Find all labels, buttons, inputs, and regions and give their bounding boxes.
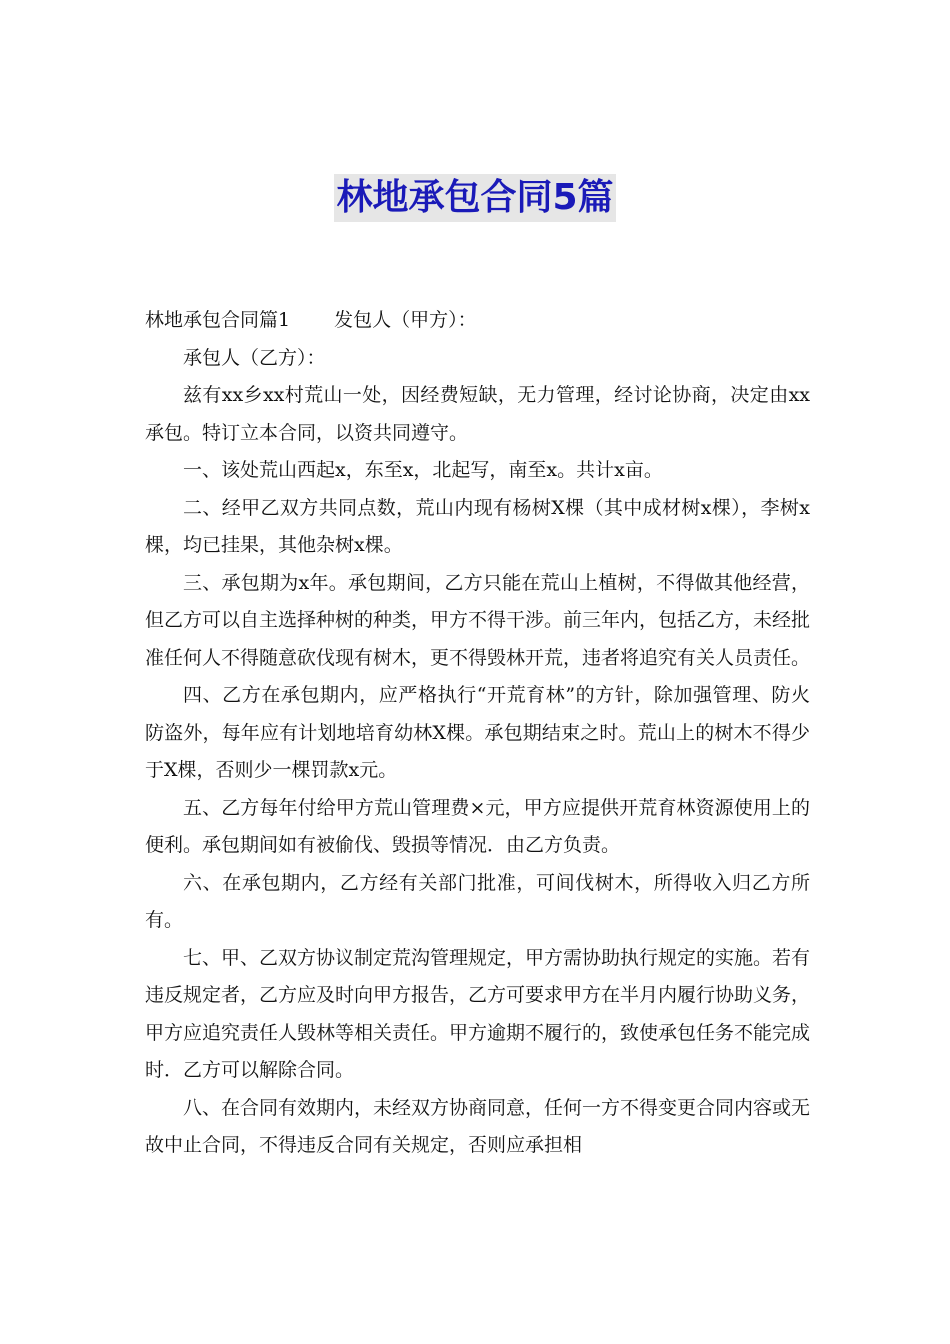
paragraph-clause-5: 五、乙方每年付给甲方荒山管理费×元，甲方应提供开荒育林资源使用上的便利。承包期间如有被偷伐、毁损等情况．由乙方负责。 — [145, 796, 810, 856]
paragraph-clause-7: 七、甲、乙双方协议制定荒沟管理规定，甲方需协助执行规定的实施。若有违反规定者，乙方应及时向甲方报告，乙方可要求甲方在半月内履行协助义务，甲方应追究责任人毁林等相关责任。甲方逾期不履行的，致使承包任务不能完成时．乙方可以解除合同。 — [145, 946, 811, 1081]
paragraph-intro: 兹有xx乡xx村荒山一处，因经费短缺，无力管理，经讨论协商，决定由xx承包。特订立本合同，以资共同遵守。 — [145, 384, 810, 444]
section-heading: 林地承包合同篇1 — [145, 309, 291, 331]
party-b-label: 承包人（乙方）： — [183, 346, 326, 369]
paragraph-clause-3: 三、承包期为x年。承包期间，乙方只能在荒山上植树，不得做其他经营，但乙方可以自主选择种树的种类，甲方不得干涉。前三年内，包括乙方，未经批准任何人不得随意砍伐现有树木，更不得毁林开荒，违者将追究有关人员责任。 — [145, 571, 811, 669]
party-a-label: 发包人（甲方）： — [334, 309, 477, 331]
document-body — [145, 302, 810, 1165]
document-title: 林地承包合同5篇 — [334, 174, 615, 222]
paragraph-clause-1: 一、该处荒山西起x，东至x，北起写，南至x。共计x亩。 — [183, 459, 663, 481]
title-wrap — [0, 174, 950, 222]
section-heading-line — [145, 302, 810, 340]
paragraph-clause-4: 四、乙方在承包期内，应严格执行“开荒育林”的方针，除加强管理、防火防盗外，每年应有计划地培育幼林X棵。承包期结束之时。荒山上的树木不得少于X棵，否则少一棵罚款x元。 — [145, 684, 810, 781]
paragraph-clause-6: 六、在承包期内，乙方经有关部门批准，可间伐树木，所得收入归乙方所有。 — [145, 871, 810, 931]
paragraph-clause-2: 二、经甲乙双方共同点数，荒山内现有杨树X棵（其中成材树x棵），李树x棵，均已挂果，其他杂树x棵。 — [145, 496, 810, 556]
paragraph-clause-8: 八、在合同有效期内，未经双方协商同意，任何一方不得变更合同内容或无故中止合同，不得违反合同有关规定，否则应承担相 — [145, 1096, 811, 1156]
